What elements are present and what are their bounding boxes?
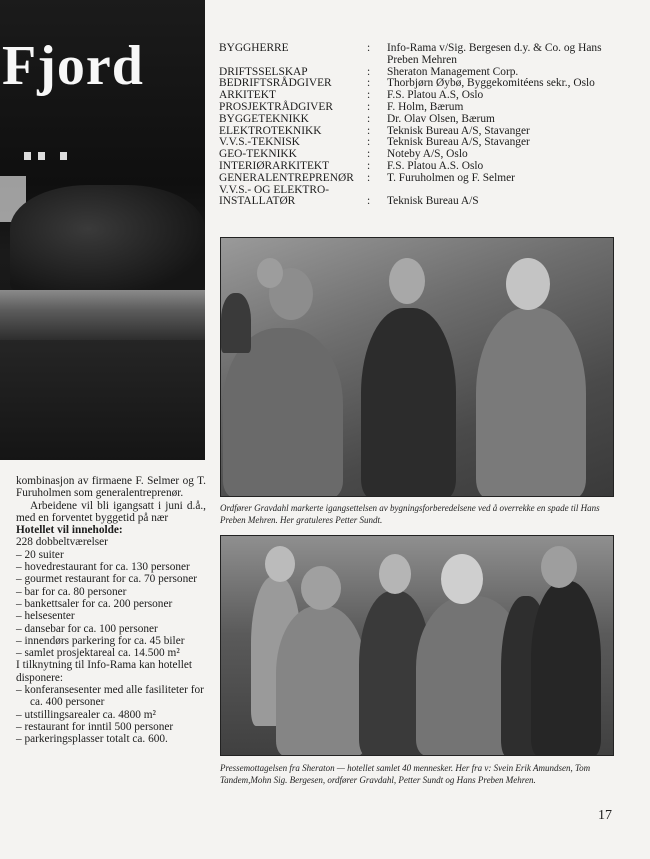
fjord-night-photo xyxy=(0,0,205,460)
credit-value: Teknisk Bureau A/S, Stavanger xyxy=(387,124,530,137)
credit-role: BEDRIFTSRÅDGIVER xyxy=(219,77,332,90)
hotel-facilities-list xyxy=(16,536,206,659)
water-reflection xyxy=(0,340,205,460)
credit-value: Thorbjørn Øybø, Byggekomitéens sekr., Oslo xyxy=(387,77,595,90)
project-credits xyxy=(219,43,629,208)
inforama-facilities-list xyxy=(16,684,206,745)
credit-value: F.S. Platou A.S. Oslo xyxy=(387,159,484,172)
paragraph: Arbeidene vil bli igangsatt i juni d.å., med en forventet byggetid på nær xyxy=(16,499,206,524)
article-body xyxy=(16,475,206,746)
page-number: 17 xyxy=(598,808,612,823)
credit-value: F.S. Platou A.S, Oslo xyxy=(387,89,484,102)
credit-role: ELEKTROTEKNIKK xyxy=(219,124,322,137)
list-item: – innendørs parkering for ca. 45 biler xyxy=(16,635,206,647)
credit-row: GEO-TEKNIKK : Noteby A/S, Oslo xyxy=(219,149,629,161)
list-item: – hovedrestaurant for ca. 130 personer xyxy=(16,561,206,573)
list-item: – konferansesenter med alle fasiliteter for ca. 400 personer xyxy=(16,684,206,709)
credit-role: GENERALENTREPRENØR xyxy=(219,171,354,184)
credit-row: GENERALENTREPRENØR : T. Furuholmen og F. Selmer xyxy=(219,173,629,185)
credit-value: Teknisk Bureau A/S xyxy=(387,195,479,208)
credit-value: Sheraton Management Corp. xyxy=(387,65,519,78)
credit-role: BYGGETEKNIKK xyxy=(219,112,309,125)
list-item: 228 dobbeltværelser xyxy=(16,536,108,549)
list-item: – restaurant for inntil 500 personer xyxy=(16,721,206,733)
list-item: – utstillingsarealer ca. 4800 m² xyxy=(16,709,206,721)
fjord-water xyxy=(0,290,205,340)
credit-role: GEO-TEKNIKK xyxy=(219,148,297,161)
credit-row: ELEKTROTEKNIKK : Teknisk Bureau A/S, Stavanger xyxy=(219,126,629,138)
paragraph: kombinasjon av firmaene F. Selmer og T. Furuholmen som generalentreprenør. xyxy=(16,475,206,500)
credit-role: BYGGHERRE xyxy=(219,42,289,54)
list-item: – 20 suiter xyxy=(16,549,206,561)
paragraph: I tilknytning til Info-Rama kan hotellet disponere: xyxy=(16,659,193,684)
credit-row: V.V.S.-TEKNISK : Teknisk Bureau A/S, Stavanger xyxy=(219,137,629,149)
credit-row: BEDRIFTSRÅDGIVER : Thorbjørn Øybø, Byggekomitéens sekr., Oslo xyxy=(219,78,629,90)
credit-value: Info-Rama v/Sig. Bergesen d.y. & Co. og Hans Preben Mehren xyxy=(387,42,602,66)
list-item: – samlet prosjektareal ca. 14.500 m² xyxy=(16,647,206,659)
credit-role: PROSJEKTRÅDGIVER xyxy=(219,100,333,113)
credit-row: BYGGETEKNIKK : Dr. Olav Olsen, Bærum xyxy=(219,114,629,126)
list-item: – parkeringsplasser totalt ca. 600. xyxy=(16,733,206,745)
list-item: – gourmet restaurant for ca. 70 personer xyxy=(16,573,206,585)
list-item: – bar for ca. 80 personer xyxy=(16,586,206,598)
credit-role: DRIFTSSELSKAP xyxy=(219,65,308,78)
press-reception-photo xyxy=(220,535,614,756)
spade-ceremony-photo xyxy=(220,237,614,497)
credit-row: DRIFTSSELSKAP : Sheraton Management Corp. xyxy=(219,67,629,79)
credit-value: Noteby A/S, Oslo xyxy=(387,148,468,161)
credit-role: ARKITEKT xyxy=(219,89,276,102)
list-item: – bankettsaler for ca. 200 personer xyxy=(16,598,206,610)
building-lights xyxy=(24,152,74,164)
credit-value: Teknisk Bureau A/S, Stavanger xyxy=(387,136,530,149)
list-heading: Hotellet vil inneholde: xyxy=(16,524,123,537)
credit-row: BYGGHERRE : Info-Rama v/Sig. Bergesen d.y. & Co. og Hans Preben Mehren xyxy=(219,43,629,67)
credit-row: PROSJEKTRÅDGIVER : F. Holm, Bærum xyxy=(219,102,629,114)
photo-caption-1: Ordfører Gravdahl markerte igangsettelsen av bygningsforberedelsene ved å overrekke en spade til Hans Preben Mehren. Her gratuleres Petter Sundt. xyxy=(220,503,600,525)
list-item: – helsesenter xyxy=(16,610,206,622)
credit-role: V.V.S.- OG ELEKTRO- xyxy=(219,183,330,196)
credit-row: INSTALLATØR : Teknisk Bureau A/S xyxy=(219,196,629,208)
credit-role: V.V.S.-TEKNISK xyxy=(219,136,300,149)
credit-row: ARKITEKT : F.S. Platou A.S, Oslo xyxy=(219,90,629,102)
credit-value: T. Furuholmen og F. Selmer xyxy=(387,171,515,184)
credit-row: INTERIØRARKITEKT : F.S. Platou A.S. Oslo xyxy=(219,161,629,173)
tree-silhouette xyxy=(10,185,205,295)
page-title: Fjord xyxy=(2,35,144,97)
photo-caption-2: Pressemottagelsen fra Sheraton — hotellet samlet 40 mennesker. Her fra v: Svein Erik Amundsen, Tom Tandem,Mohn Sig. Bergesen, ordfører Gravdahl, Petter Sundt og Hans Preben Mehren. xyxy=(220,763,591,785)
list-item: – dansebar for ca. 100 personer xyxy=(16,623,206,635)
credit-role: INSTALLATØR xyxy=(219,195,296,208)
credit-value: Dr. Olav Olsen, Bærum xyxy=(387,112,495,125)
credit-role: INTERIØRARKITEKT xyxy=(219,159,330,172)
credit-value: F. Holm, Bærum xyxy=(387,100,464,113)
